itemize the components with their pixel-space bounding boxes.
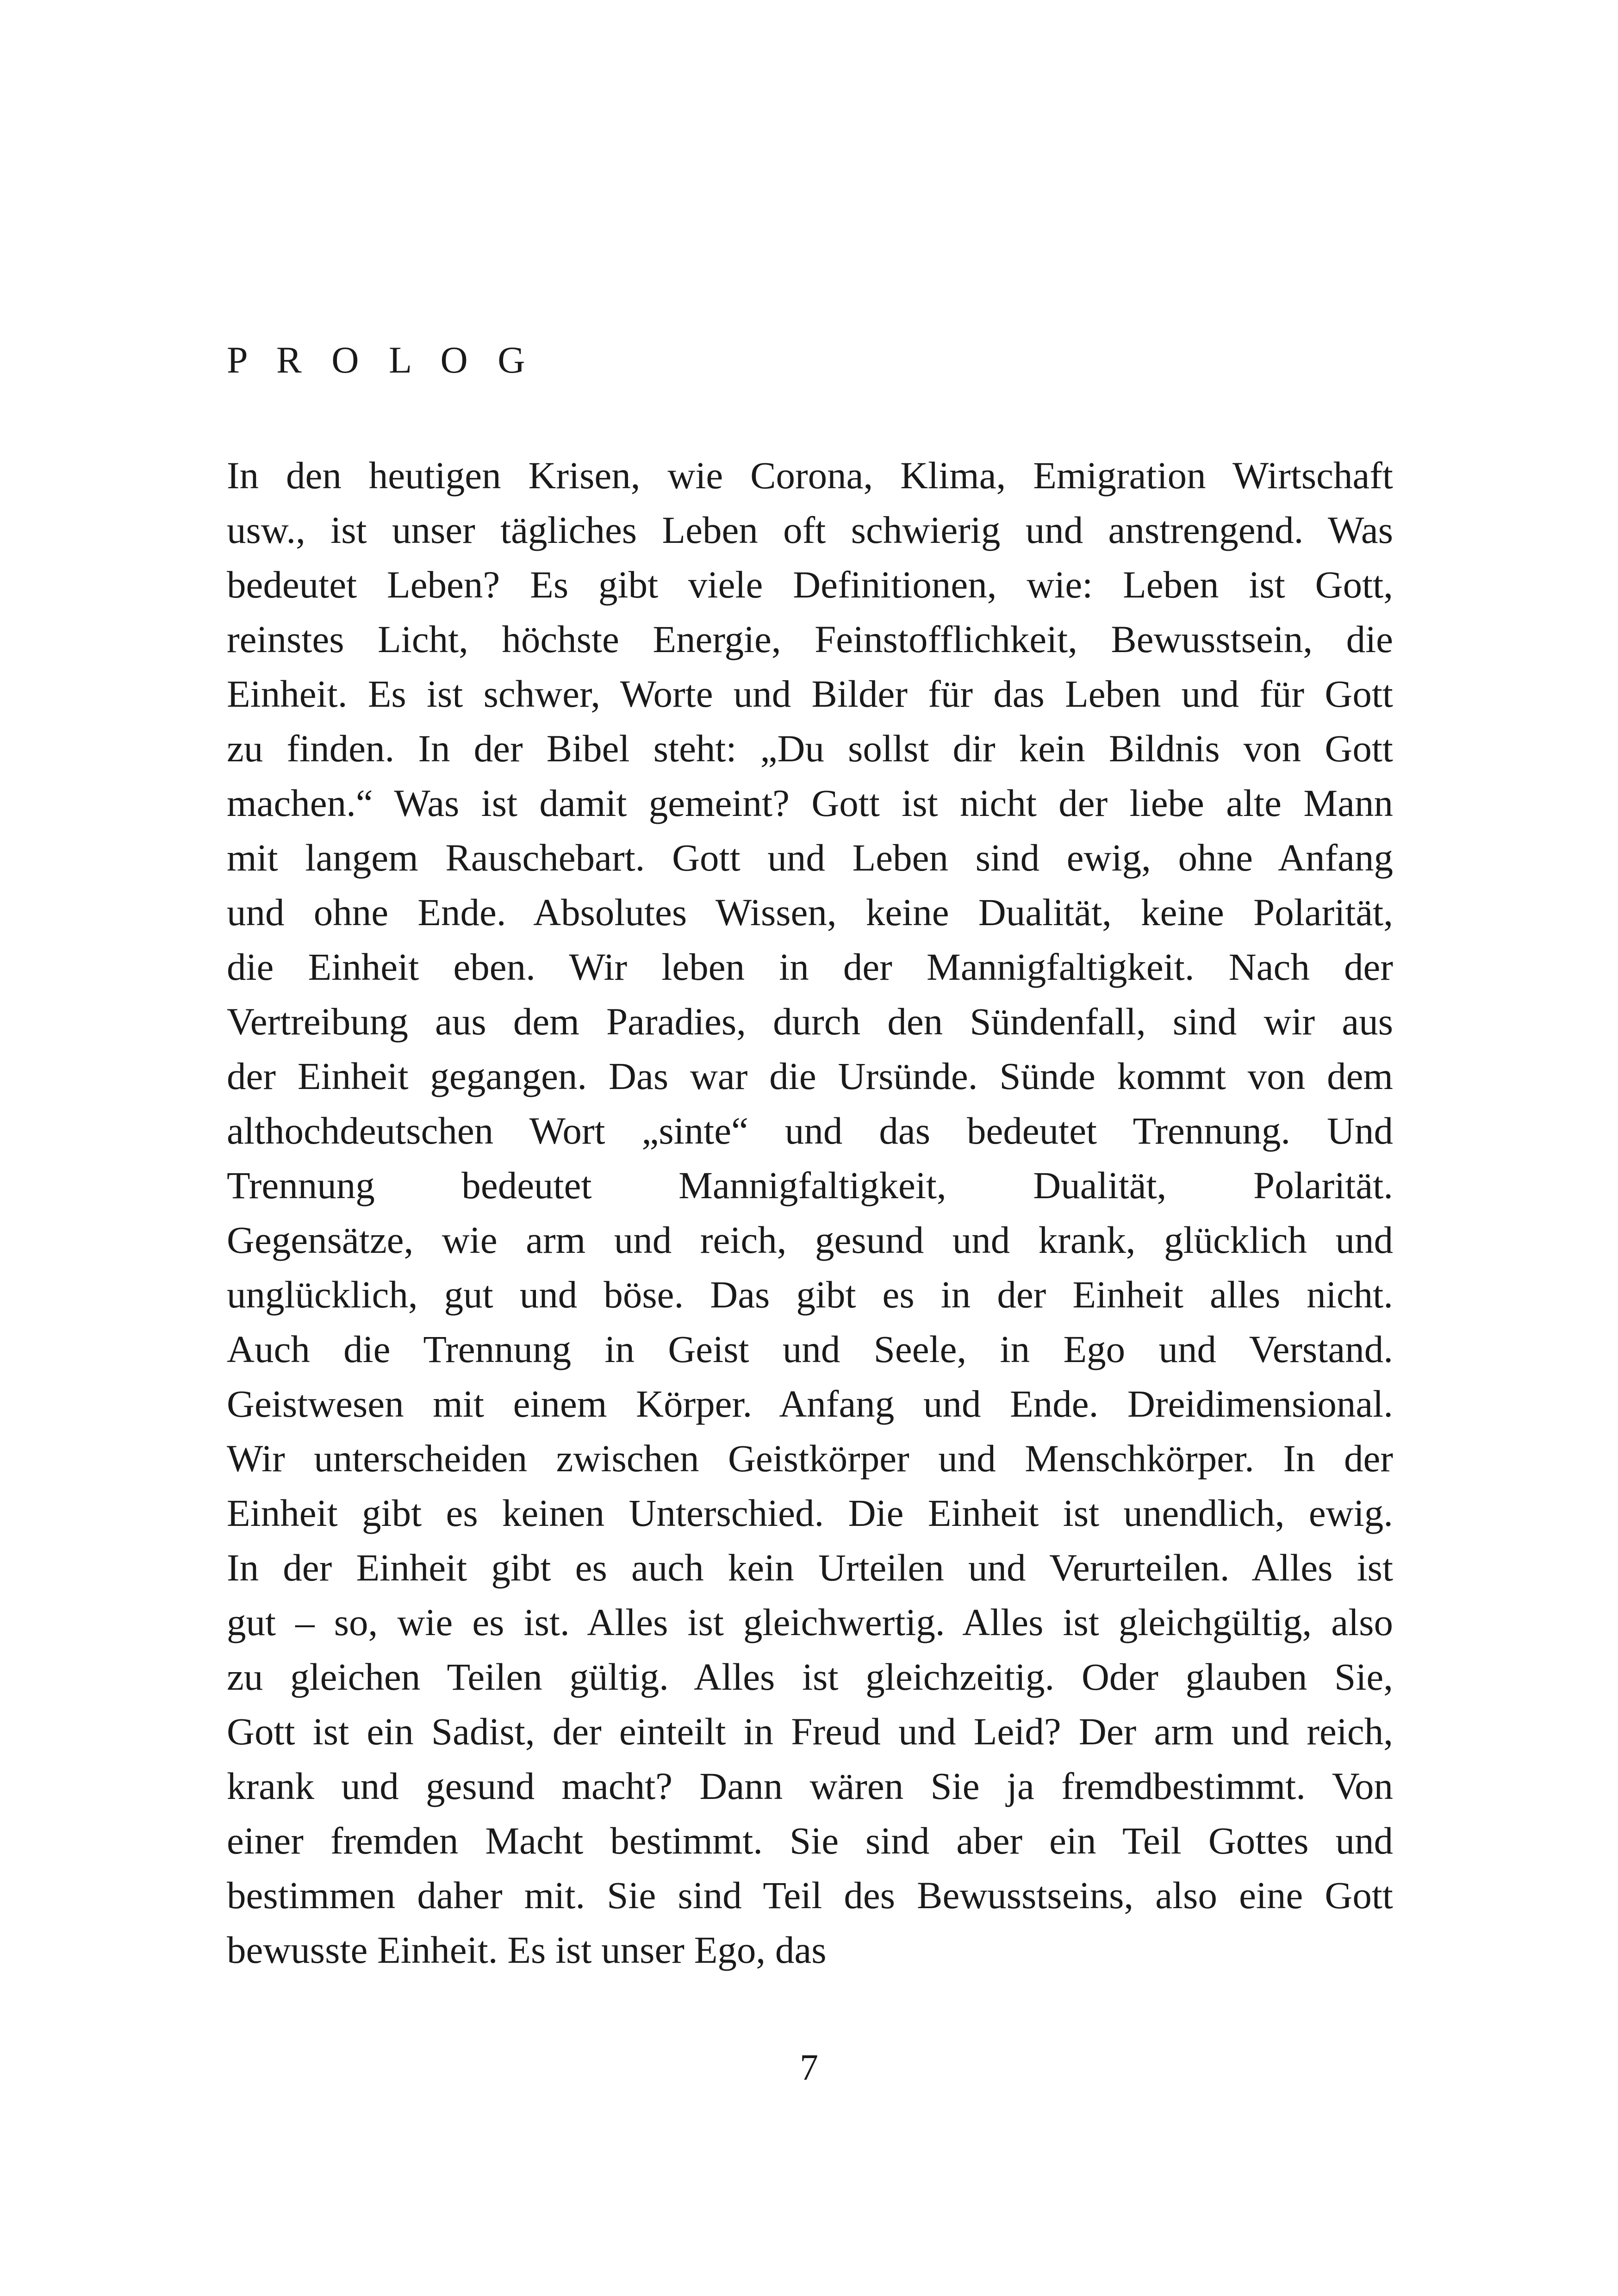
body-text bbox=[227, 448, 1393, 1977]
text-line: Gegensätze, wie arm und reich, gesund und krank, glücklich und bbox=[227, 1219, 1393, 1261]
page-number: 7 bbox=[800, 2047, 818, 2088]
text-line: Gott ist ein Sadist, der einteilt in Freud und Leid? Der arm und reich, bbox=[227, 1710, 1393, 1753]
text-line: In der Einheit gibt es auch kein Urteilen und Verurteilen. Alles ist bbox=[227, 1546, 1393, 1589]
text-line: gut – so, wie es ist. Alles ist gleichwertig. Alles ist gleichgültig, also bbox=[227, 1601, 1393, 1643]
text-line: machen.“ Was ist damit gemeint? Gott ist nicht der liebe alte Mann bbox=[227, 782, 1393, 824]
text-line: bedeutet Leben? Es gibt viele Definitionen, wie: Leben ist Gott, bbox=[227, 563, 1393, 606]
text-line: einer fremden Macht bestimmt. Sie sind aber ein Teil Gottes und bbox=[227, 1819, 1393, 1862]
text-line: zu gleichen Teilen gültig. Alles ist gleichzeitig. Oder glauben Sie, bbox=[227, 1655, 1393, 1698]
text-line: bestimmen daher mit. Sie sind Teil des Bewusstseins, also eine Gott bbox=[227, 1874, 1393, 1916]
text-line: Einheit gibt es keinen Unterschied. Die Einheit ist unendlich, ewig. bbox=[227, 1492, 1393, 1534]
text-line: althochdeutschen Wort „sinte“ und das bedeutet Trennung. Und bbox=[227, 1109, 1393, 1152]
text-line: zu finden. In der Bibel steht: „Du sollst dir kein Bildnis von Gott bbox=[227, 727, 1393, 770]
text-line: und ohne Ende. Absolutes Wissen, keine Dualität, keine Polarität, bbox=[227, 891, 1393, 933]
text-line: mit langem Rauschebart. Gott und Leben sind ewig, ohne Anfang bbox=[227, 836, 1393, 879]
chapter-heading: P R O L O G bbox=[227, 339, 535, 381]
text-line: bewusste Einheit. Es ist unser Ego, das bbox=[227, 1929, 827, 1971]
text-line: reinstes Licht, höchste Energie, Feinstofflichkeit, Bewusstsein, die bbox=[227, 618, 1393, 660]
text-line: usw., ist unser tägliches Leben oft schwierig und anstrengend. Was bbox=[227, 509, 1393, 551]
text-line: der Einheit gegangen. Das war die Ursünde. Sünde kommt von dem bbox=[227, 1055, 1393, 1097]
text-line: Trennung bedeutet Mannigfaltigkeit, Dualität, Polarität. bbox=[227, 1164, 1393, 1207]
text-line: Geistwesen mit einem Körper. Anfang und Ende. Dreidimensional. bbox=[227, 1382, 1393, 1425]
text-line: Einheit. Es ist schwer, Worte und Bilder für das Leben und für Gott bbox=[227, 672, 1393, 715]
text-line: Vertreibung aus dem Paradies, durch den Sündenfall, sind wir aus bbox=[227, 1000, 1393, 1043]
text-line: krank und gesund macht? Dann wären Sie ja fremdbestimmt. Von bbox=[227, 1765, 1393, 1807]
text-line: Auch die Trennung in Geist und Seele, in Ego und Verstand. bbox=[227, 1328, 1393, 1370]
text-line: Wir unterscheiden zwischen Geistkörper und Menschkörper. In der bbox=[227, 1437, 1393, 1480]
text-line: die Einheit eben. Wir leben in der Mannigfaltigkeit. Nach der bbox=[227, 946, 1393, 988]
text-line: In den heutigen Krisen, wie Corona, Klima, Emigration Wirtschaft bbox=[227, 454, 1393, 497]
text-line: unglücklich, gut und böse. Das gibt es in der Einheit alles nicht. bbox=[227, 1273, 1393, 1316]
